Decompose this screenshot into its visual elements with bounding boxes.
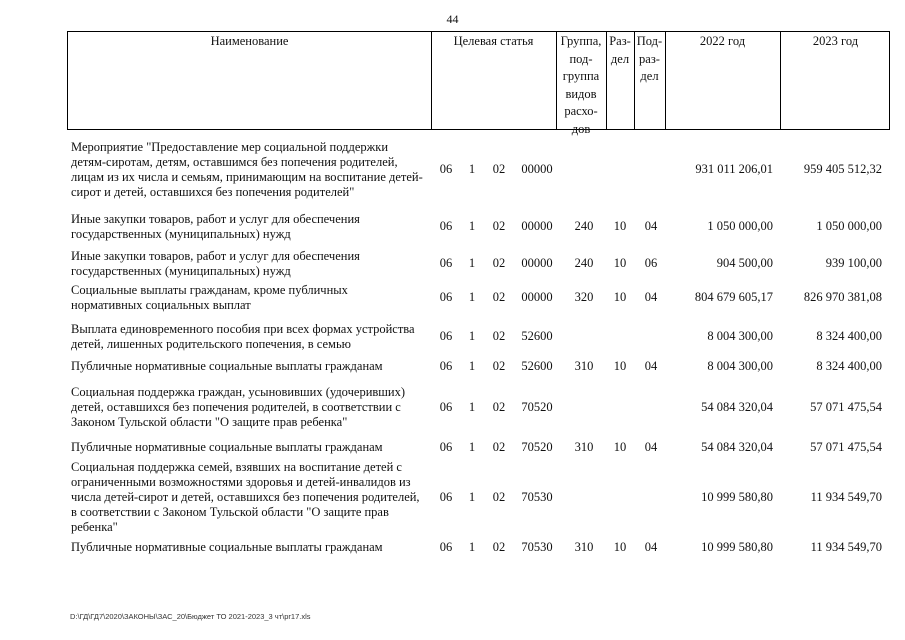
row-name-line: Публичные нормативные социальные выплаты гражданам <box>71 359 383 373</box>
cell-y2023: 8 324 400,00 <box>816 329 882 343</box>
row-name-line: нормативных социальных выплат <box>71 298 251 312</box>
table-row <box>0 440 905 455</box>
table-row <box>0 249 905 279</box>
cell-c1: 06 <box>439 219 453 233</box>
cell-c1: 06 <box>439 290 453 304</box>
cell-c3: 02 <box>492 290 506 304</box>
cell-c3: 02 <box>492 359 506 373</box>
table-row <box>0 140 905 200</box>
row-name-line: Социальная поддержка граждан, усыновивших (удочеривших) <box>71 385 406 399</box>
cell-y2022: 54 084 320,04 <box>701 400 773 414</box>
cell-y2023: 8 324 400,00 <box>816 359 882 373</box>
row-name-line: Иные закупки товаров, работ и услуг для обеспечения <box>71 249 360 263</box>
cell-section: 10 <box>613 540 627 554</box>
row-name <box>71 440 433 455</box>
cell-subsection: 04 <box>644 540 658 554</box>
cell-y2022: 10 999 580,80 <box>701 490 773 504</box>
cell-y2022: 8 004 300,00 <box>707 329 773 343</box>
row-name-line: числа детей-сирот и детей, оставшихся без попечения родителей, <box>71 490 420 504</box>
cell-c2: 1 <box>468 440 476 454</box>
cell-subsection: 04 <box>644 440 658 454</box>
cell-y2023: 11 934 549,70 <box>810 490 882 504</box>
cell-y2022: 1 050 000,00 <box>707 219 773 233</box>
table-row <box>0 359 905 374</box>
header-target-article: Целевая статья <box>453 34 534 48</box>
cell-group: 310 <box>574 440 594 454</box>
row-name-line: ребенка" <box>71 520 118 534</box>
cell-y2023: 11 934 549,70 <box>810 540 882 554</box>
cell-c1: 06 <box>439 540 453 554</box>
row-name-line: Иные закупки товаров, работ и услуг для обеспечения <box>71 212 360 226</box>
cell-y2023: 959 405 512,32 <box>803 162 882 176</box>
table-row <box>0 283 905 313</box>
cell-y2022: 931 011 206,01 <box>695 162 773 176</box>
cell-subsection: 04 <box>644 290 658 304</box>
row-name <box>71 283 433 313</box>
cell-group: 310 <box>574 359 594 373</box>
table-row <box>0 212 905 242</box>
cell-c2: 1 <box>468 256 476 270</box>
cell-y2022: 54 084 320,04 <box>701 440 773 454</box>
cell-c2: 1 <box>468 329 476 343</box>
header-group-line: группа <box>562 69 600 83</box>
cell-c2: 1 <box>468 400 476 414</box>
cell-c1: 06 <box>439 440 453 454</box>
row-name-line: сирот и детей, оставшихся без попечения родителей" <box>71 185 355 199</box>
cell-c1: 06 <box>439 359 453 373</box>
cell-subsection: 06 <box>644 256 658 270</box>
cell-y2022: 10 999 580,80 <box>701 540 773 554</box>
row-name <box>71 540 433 555</box>
cell-c4: 00000 <box>521 256 553 270</box>
cell-y2023: 939 100,00 <box>825 256 882 270</box>
cell-c3: 02 <box>492 162 506 176</box>
cell-c4: 70530 <box>521 540 553 554</box>
cell-c3: 02 <box>492 329 506 343</box>
header-year-2023: 2023 год <box>812 34 859 48</box>
cell-c3: 02 <box>492 400 506 414</box>
header-name: Наименование <box>210 34 289 48</box>
cell-y2022: 8 004 300,00 <box>707 359 773 373</box>
header-subsection <box>634 33 665 86</box>
cell-c4: 52600 <box>521 329 553 343</box>
cell-c3: 02 <box>492 440 506 454</box>
row-name-line: детей, оставшихся без попечения родителей, в соответствии с <box>71 400 401 414</box>
cell-subsection: 04 <box>644 219 658 233</box>
row-name-line: государственных (муниципальных) нужд <box>71 264 291 278</box>
cell-group: 320 <box>574 290 594 304</box>
table-header <box>67 31 890 136</box>
row-name <box>71 385 433 430</box>
cell-c2: 1 <box>468 290 476 304</box>
cell-group: 310 <box>574 540 594 554</box>
row-name <box>71 322 433 352</box>
row-name-line: Выплата единовременного пособия при всех формах устройства <box>71 322 415 336</box>
cell-c4: 52600 <box>521 359 553 373</box>
table-row <box>0 385 905 430</box>
row-name-line: Социальные выплаты гражданам, кроме публичных <box>71 283 348 297</box>
row-name <box>71 460 433 535</box>
cell-c2: 1 <box>468 490 476 504</box>
row-name-line: Законом Тульской области "О защите прав ребенка" <box>71 415 348 429</box>
cell-section: 10 <box>613 256 627 270</box>
cell-c1: 06 <box>439 490 453 504</box>
row-name <box>71 359 433 374</box>
cell-c1: 06 <box>439 256 453 270</box>
row-name <box>71 212 433 242</box>
cell-c2: 1 <box>468 162 476 176</box>
row-name-line: Публичные нормативные социальные выплаты гражданам <box>71 440 383 454</box>
cell-c4: 70530 <box>521 490 553 504</box>
row-name-line: детей, лишенных родительского попечения, в семью <box>71 337 351 351</box>
table-row <box>0 540 905 555</box>
cell-c4: 00000 <box>521 162 553 176</box>
cell-c4: 70520 <box>521 400 553 414</box>
cell-y2023: 1 050 000,00 <box>816 219 882 233</box>
cell-c3: 02 <box>492 219 506 233</box>
cell-c4: 70520 <box>521 440 553 454</box>
cell-c4: 00000 <box>521 290 553 304</box>
row-name-line: в соответствии с Законом Тульской области "О защите прав <box>71 505 389 519</box>
header-group-line: дов <box>571 121 591 136</box>
header-group <box>556 33 606 138</box>
cell-subsection: 04 <box>644 359 658 373</box>
table-row <box>0 460 905 535</box>
cell-group: 240 <box>574 256 594 270</box>
row-name-line: Социальная поддержка семей, взявших на воспитание детей с <box>71 460 402 474</box>
cell-section: 10 <box>613 440 627 454</box>
row-name-line: Мероприятие "Предоставление мер социальной поддержки <box>71 140 389 154</box>
cell-c2: 1 <box>468 359 476 373</box>
row-name-line: Публичные нормативные социальные выплаты гражданам <box>71 540 383 554</box>
page-number: 44 <box>446 12 459 26</box>
header-section <box>606 33 634 68</box>
cell-c3: 02 <box>492 256 506 270</box>
file-path-footer: D:\ГД\ГД7\2020\ЗАКОНЫ\ЗАС_20\Бюджет ТО 2021-2023_3 чт\pr17.xls <box>70 612 311 621</box>
cell-c1: 06 <box>439 400 453 414</box>
cell-y2022: 804 679 605,17 <box>694 290 773 304</box>
header-year-2022: 2022 год <box>699 34 746 48</box>
cell-c2: 1 <box>468 540 476 554</box>
row-name-line: лицам из их числа и семьям, принимающим на воспитание детей- <box>71 170 423 184</box>
cell-y2023: 826 970 381,08 <box>803 290 882 304</box>
cell-c3: 02 <box>492 540 506 554</box>
row-name-line: ограниченными возможностями здоровья и детей-инвалидов из <box>71 475 411 489</box>
header-subsection-line: Под- <box>636 34 663 48</box>
header-group-line: видов <box>565 86 597 101</box>
row-name <box>71 249 433 279</box>
cell-y2023: 57 071 475,54 <box>810 400 882 414</box>
header-group-line: Группа, <box>560 34 602 48</box>
cell-c3: 02 <box>492 490 506 504</box>
header-group-line: под- <box>569 51 593 66</box>
cell-group: 240 <box>574 219 594 233</box>
cell-c1: 06 <box>439 329 453 343</box>
row-name <box>71 140 433 200</box>
cell-y2022: 904 500,00 <box>716 256 773 270</box>
cell-c4: 00000 <box>521 219 553 233</box>
cell-section: 10 <box>613 290 627 304</box>
table-row <box>0 322 905 352</box>
header-section-line: дел <box>610 51 630 66</box>
header-subsection-line: дел <box>640 69 659 83</box>
header-subsection-line: раз- <box>639 51 660 66</box>
cell-section: 10 <box>613 219 627 233</box>
cell-y2023: 57 071 475,54 <box>810 440 882 454</box>
row-name-line: государственных (муниципальных) нужд <box>71 227 291 241</box>
header-group-line: расхо- <box>564 104 598 118</box>
cell-c1: 06 <box>439 162 453 176</box>
header-section-line: Раз- <box>609 34 631 48</box>
cell-section: 10 <box>613 359 627 373</box>
row-name-line: детям-сиротам, детям, оставшимся без попечения родителей, <box>71 155 398 169</box>
cell-c2: 1 <box>468 219 476 233</box>
